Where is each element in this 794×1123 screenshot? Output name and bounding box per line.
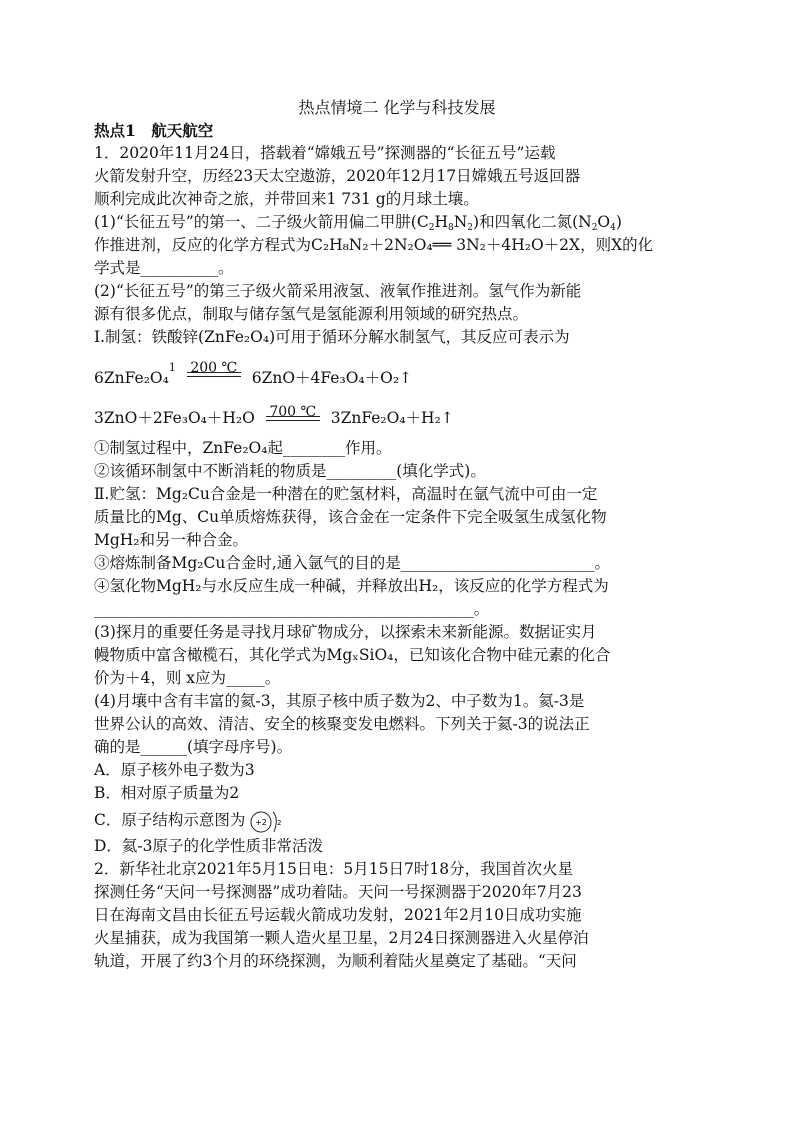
text-line: (2)“长征五号”的第三子级火箭采用液氢、液氧作推进剂。氢气作为新能 [94,282,582,300]
text-line: 火星捕获，成为我国第一颗人造火星卫星，2月24日探测器进入火星停泊 [94,929,589,947]
blank-question-3: ③熔炼制备Mg₂Cu合金时,通入氩气的目的是_________________________。 [94,554,611,572]
text-line: MgH₂和另一种合金。 [94,531,249,549]
text-line: (3)探月的重要任务是寻找月球矿物成分，以探索未来新能源。数据证实月 [94,623,597,641]
equation-1: 6ZnFe₂O₄$^1$ 200 ℃ 6ZnO＋4Fe₃O₄＋O₂↑ [94,349,700,393]
question-1-intro [94,142,700,211]
reaction-condition-2: 700 ℃ [260,399,326,437]
question-2 [94,858,700,973]
option-c: C．原子结构示意图为 +2 2 [94,805,700,835]
nucleus-label: +2 [255,818,268,827]
blank-question-2: ②该循环制氢中不断消耗的物质是_________(填化学式)。 [94,462,486,480]
q1-part1-line2: 作推进剂，反应的化学方程式为C₂H₈N₂＋2N₂O₄══ 3N₂＋4H₂O＋2X，则X的化 [94,236,654,254]
text-line: (4)月壤中含有丰富的氦-3，其原子核中质子数为2、中子数为1。氦-3是 [94,692,585,710]
text-line: 顺利完成此次神奇之旅，并带回来1 731 g的月球土壤。 [94,190,479,208]
blank-question-1: ①制氢过程中，ZnFe₂O₄起________作用。 [94,439,392,457]
q1-part1-line1: (1)“长征五号”的第一、二子级火箭用偏二甲肼$(C_2H_8N_2)$和四氧化二氮$(N_2O_4)$ [94,213,622,233]
reaction-condition-1: 200 ℃ [181,355,247,393]
text-line: 轨道，开展了约3个月的环绕探测，为顺利着陆火星奠定了基础。“天问 [94,952,577,970]
blank-question-4-answer-line: _________________________________________________。 [94,600,490,618]
text-line: 确的是______(填字母序号)。 [94,738,293,756]
blank-question-4: ④氢化物MgH₂与水反应生成一种碱，并释放出H₂，该反应的化学方程式为 [94,577,609,595]
q1-part1-line3: 学式是__________。 [94,259,234,277]
section-heading: 热点1 航天航空 [94,121,214,140]
page-title: 热点情境二 化学与科技发展 [298,98,496,117]
text-line: 2．新华社北京2021年5月15日电：5月15日7时18分，我国首次火星 [94,860,574,878]
text-line: 质量比的Mg、Cu单质熔炼获得，该合金在一定条件下完全吸氢生成氢化物 [94,508,607,526]
text-line: Ⅱ.贮氢：Mg₂Cu合金是一种潜在的贮氢材料，高温时在氩气流中可由一定 [94,485,598,503]
text-line: 探测任务“天问一号探测器”成功着陆。天问一号探测器于2020年7月23 [94,883,582,901]
text-line: 日在海南文昌由长征五号运载火箭成功发射，2021年2月10日成功实施 [94,906,582,924]
option-b: B．相对原子质量为2 [94,784,240,802]
part1-intro: Ⅰ.制氢：铁酸锌(ZnFe₂O₄)可用于循环分解水制氢气，其反应可表示为 [94,328,570,346]
text-line: 价为＋4，则 x应为_____。 [94,669,281,687]
shell-electron-label: 2 [277,819,282,827]
equation-2: 3ZnO＋2Fe₃O₄＋H₂O 700 ℃ 3ZnFe₂O₄＋H₂↑ [94,393,700,437]
text-line: 1．2020年11月24日，搭载着“嫦娥五号”探测器的“长征五号”运载 [94,144,556,162]
document-page [94,96,700,973]
option-d: D．氦-3原子的化学性质非常活泼 [94,837,324,855]
text-line: 源有很多优点，制取与储存氢气是氢能源利用领域的研究热点。 [94,305,529,323]
option-a: A．原子核外电子数为3 [94,761,255,779]
text-line: 火箭发射升空，历经23天太空遨游，2020年12月17日嫦娥五号返回器 [94,167,581,185]
text-line: 幔物质中富含橄榄石，其化学式为MgₓSiO₄，已知该化合物中硅元素的化合 [94,646,611,664]
text-line: 世界公认的高效、清洁、安全的核聚变发电燃料。下列关于氦-3的说法正 [94,715,590,733]
atom-structure-diagram [250,808,284,834]
